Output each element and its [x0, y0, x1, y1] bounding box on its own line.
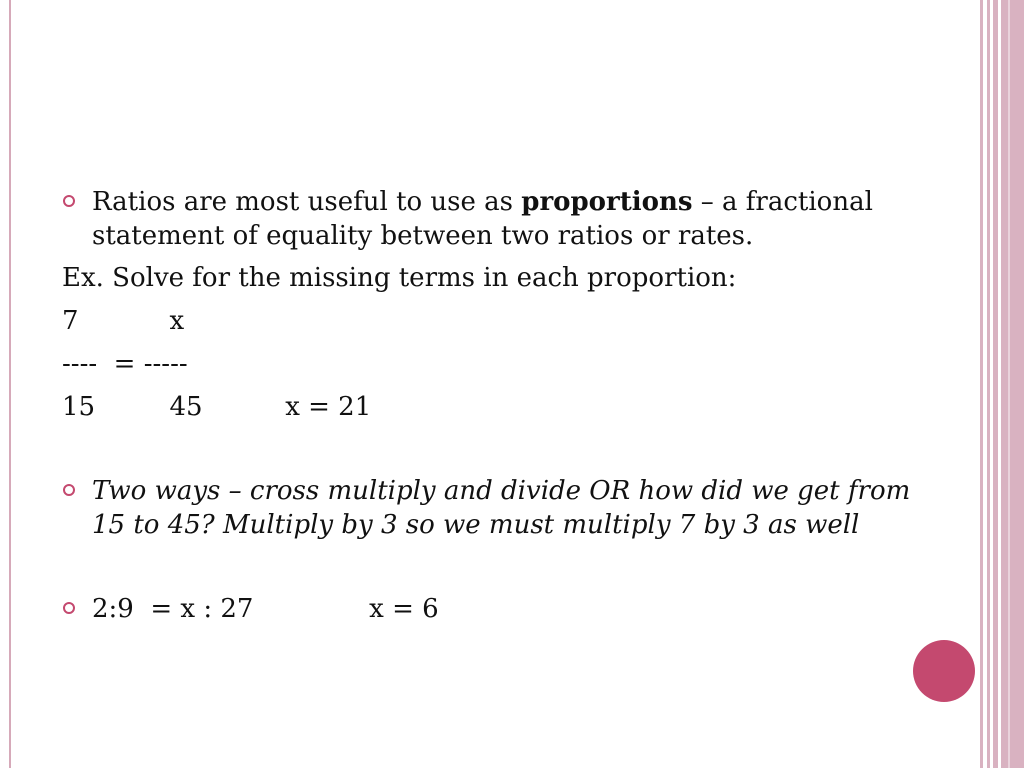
bullet3-text: 2:9 = x : 27 x = 6	[92, 594, 439, 624]
bullet-ratio-example	[62, 592, 912, 626]
example-heading: Ex. Solve for the missing terms in each proportion:	[62, 263, 737, 293]
fraction-top: 7 x	[62, 306, 185, 336]
bullet1-suffix: – a fractional statement of equality between two ratios or rates.	[92, 187, 873, 251]
left-border-line	[9, 0, 11, 768]
right-border-inner-line	[1008, 0, 1010, 768]
bullet-two-ways	[62, 474, 912, 542]
decorative-circle	[913, 640, 975, 702]
bullet-icon	[63, 195, 75, 207]
bullet-icon	[63, 602, 75, 614]
right-border-line	[980, 0, 983, 768]
bullet-icon	[63, 484, 75, 496]
right-border-band	[1001, 0, 1024, 768]
right-border-line	[987, 0, 990, 768]
slide-content	[62, 185, 912, 626]
fraction-bar: ---- = -----	[62, 349, 188, 379]
bullet2-text: Two ways – cross multiply and divide OR how did we get from 15 to 45? Multiply by 3 so we must multiply 7 by 3 as well	[92, 476, 911, 540]
bullet-proportions	[62, 185, 912, 253]
right-border-line	[993, 0, 998, 768]
bullet1-bold-term: proportions	[521, 187, 693, 217]
bullet1-prefix: Ratios are most useful to use as	[92, 187, 522, 217]
fraction-bottom: 15 45 x = 21	[62, 392, 372, 422]
